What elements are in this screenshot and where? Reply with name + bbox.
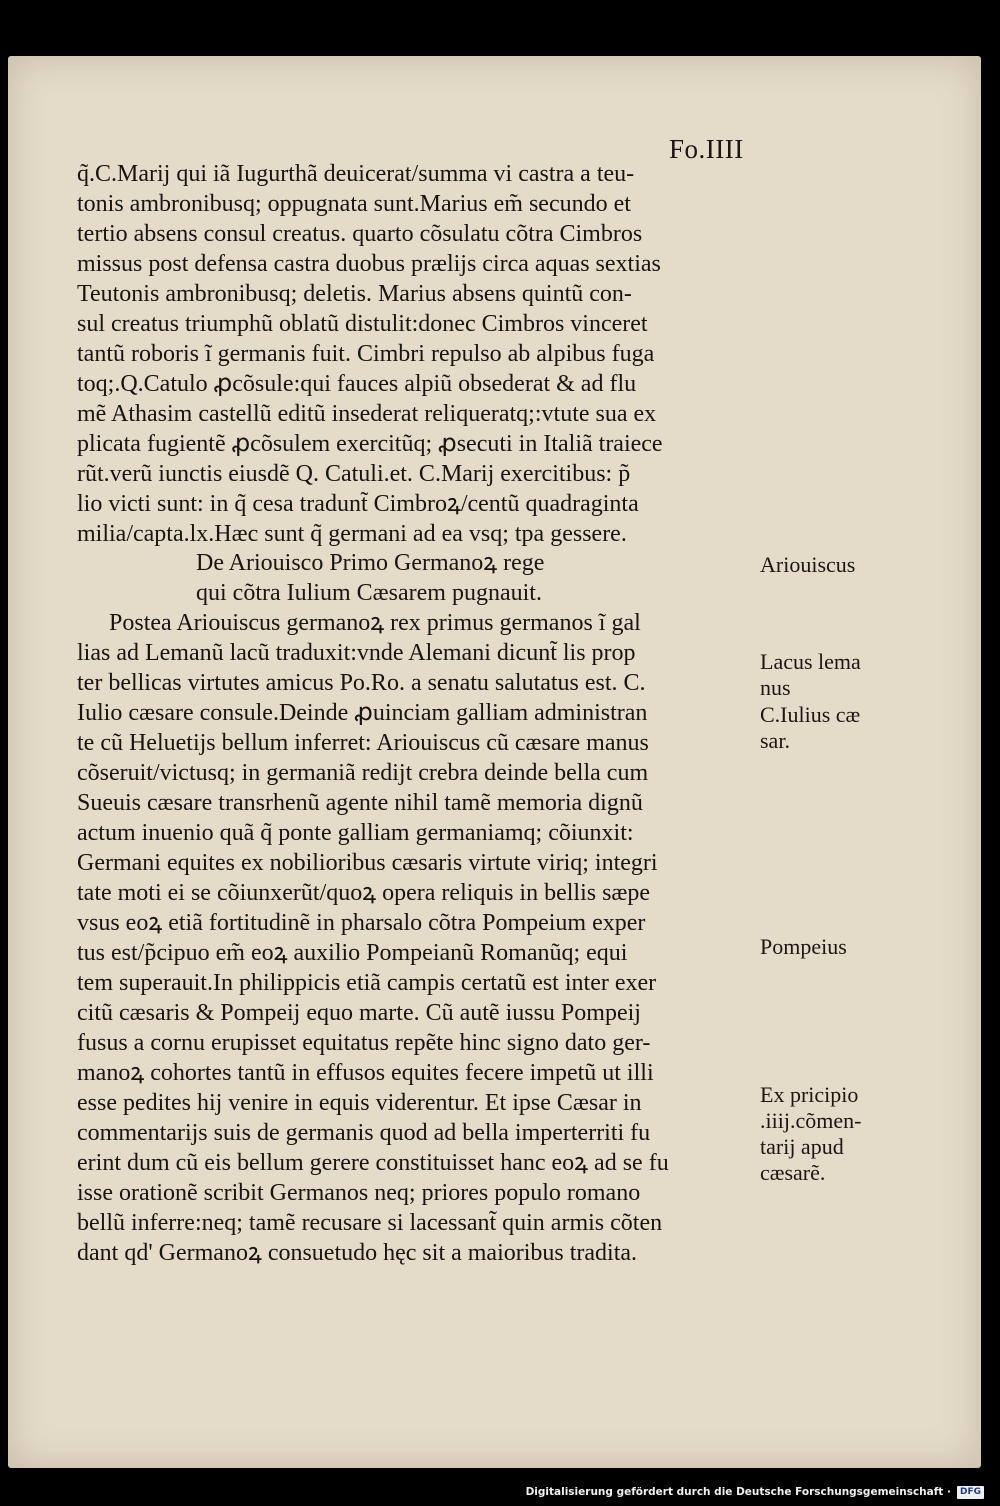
chapter-heading-line-1: De Ariouisco Primo Germanoꝝ rege: [196, 550, 545, 576]
text-line: tonis ambronibusq; oppugnata sunt.Marius em̃ secundo et: [77, 191, 631, 217]
text-line: sul creatus triumphũ oblatũ distulit:donec Cimbros vinceret: [77, 311, 648, 337]
folio-number: Fo.IIII: [669, 134, 744, 164]
text-line: commentarijs suis de germanis quod ad bella imperterriti fu: [77, 1120, 651, 1146]
text-line: isse orationẽ scribit Germanos neq; priores populo romano: [77, 1180, 641, 1206]
chapter-heading-line-2: qui cõtra Iulium Cæsarem pugnauit.: [196, 580, 542, 606]
text-line: q̃.C.Marij qui iã Iugurthã deuicerat/summa vi castra a teu-: [77, 161, 635, 187]
text-line: ter bellicas virtutes amicus Po.Ro. a senatu salutatus est. C.: [77, 670, 646, 696]
marginal-note-pompeius: Pompeius: [760, 934, 847, 959]
funding-text: Digitalisierung gefördert durch die Deutsche Forschungsgemeinschaft ·: [525, 1486, 951, 1498]
text-line: vsus eoꝝ etiã fortitudinẽ in pharsalo cõtra Pompeium exper: [77, 910, 646, 936]
text-line: te cũ Heluetijs bellum inferret: Ariouiscus cũ cæsare manus: [77, 730, 649, 756]
text-line: Iulio cæsare consule.Deinde ꝓuinciam galliam administran: [77, 700, 648, 726]
marginal-note-ex-principio: Ex pricipio .iiij.cõmen- tarij apud cæsarẽ.: [760, 1082, 862, 1185]
text-line: toq;.Q.Catulo ꝓcõsule:qui fauces alpiũ obsederat & ad flu: [77, 371, 637, 397]
text-line: missus post defensa castra duobus prælijs circa aquas sextias: [77, 251, 661, 277]
paragraph-2: [77, 608, 767, 1268]
text-line: tus est/p̃cipuo em̃ eoꝝ auxilio Pompeianũ Romanũq; equi: [77, 940, 628, 966]
text-line: milia/capta.lx.Hæc sunt q̃ germani ad ea vsq; tpa gessere.: [77, 521, 627, 547]
text-line: plicata fugientẽ ꝓcõsulem exercitũq; ꝓsecuti in Italiã traiece: [77, 431, 663, 457]
text-line: bellũ inferre:neq; tamẽ recusare si lacessant̃ quin armis cõten: [77, 1210, 663, 1236]
text-line: fusus a cornu erupisset equitatus repẽte hinc signo dato ger-: [77, 1030, 651, 1056]
text-line: mẽ Athasim castellũ editũ insederat reliqueratq;:vtute sua ex: [77, 401, 657, 427]
text-line: Sueuis cæsare transrhenũ agente nihil tamẽ memoria dignũ: [77, 790, 643, 816]
text-line: Germani equites ex nobilioribus cæsaris virtute viriq; integri: [77, 850, 658, 876]
funding-footer: [526, 1484, 984, 1500]
text-line: citũ cæsaris & Pompeij equo marte. Cũ autẽ iussu Pompeij: [77, 1000, 641, 1026]
text-line: actum inuenio quã q̃ ponte galliam germaniamq; cõiunxit:: [77, 820, 634, 846]
text-line: Teutonis ambronibusq; deletis. Marius absens quintũ con-: [77, 281, 632, 307]
marginal-note-ariouiscus: Ariouiscus: [760, 552, 856, 577]
text-line: tertio absens consul creatus. quarto cõsulatu cõtra Cimbros: [77, 221, 643, 247]
paragraph-1: [77, 159, 767, 549]
text-line: erint dum cũ eis bellum gerere constituisset hanc eoꝝ ad se fu: [77, 1150, 669, 1176]
text-line: dant qd' Germanoꝝ consuetudo hęc sit a maioribus tradita.: [77, 1240, 638, 1266]
marginal-note-lacus-lemanus: Lacus lema nus: [760, 649, 861, 700]
text-line: esse pedites hij venire in equis viderentur. Et ipse Cæsar in: [77, 1090, 642, 1116]
marginal-note-iulius-caesar: C.Iulius cæ sar.: [760, 702, 861, 753]
dfg-logo: DFG: [957, 1486, 984, 1499]
text-line: lio victi sunt: in q̃ cesa tradunt̃ Cimbroꝝ/centũ quadraginta: [77, 491, 639, 517]
text-line: rũt.verũ iunctis eiusdẽ Q. Catuli.et. C.Marij exercitibus: p̃: [77, 461, 631, 487]
text-line: cõseruit/victusq; in germaniã redijt crebra deinde bella cum: [77, 760, 649, 786]
text-line: lias ad Lemanũ lacũ traduxit:vnde Alemani dicunt̃ lis prop: [77, 640, 636, 666]
text-line: manoꝝ cohortes tantũ in effusos equites fecere impetũ ut illi: [77, 1060, 654, 1086]
text-line: Postea Ariouiscus germanoꝝ rex primus germanos ĩ gal: [109, 610, 641, 636]
text-line: tate moti ei se cõiunxerũt/quoꝝ opera reliquis in bellis sæpe: [77, 880, 651, 906]
text-line: tantũ roboris ĩ germanis fuit. Cimbri repulso ab alpibus fuga: [77, 341, 655, 367]
text-line: tem superauit.In philippicis etiã campis certatũ est inter exer: [77, 970, 657, 996]
